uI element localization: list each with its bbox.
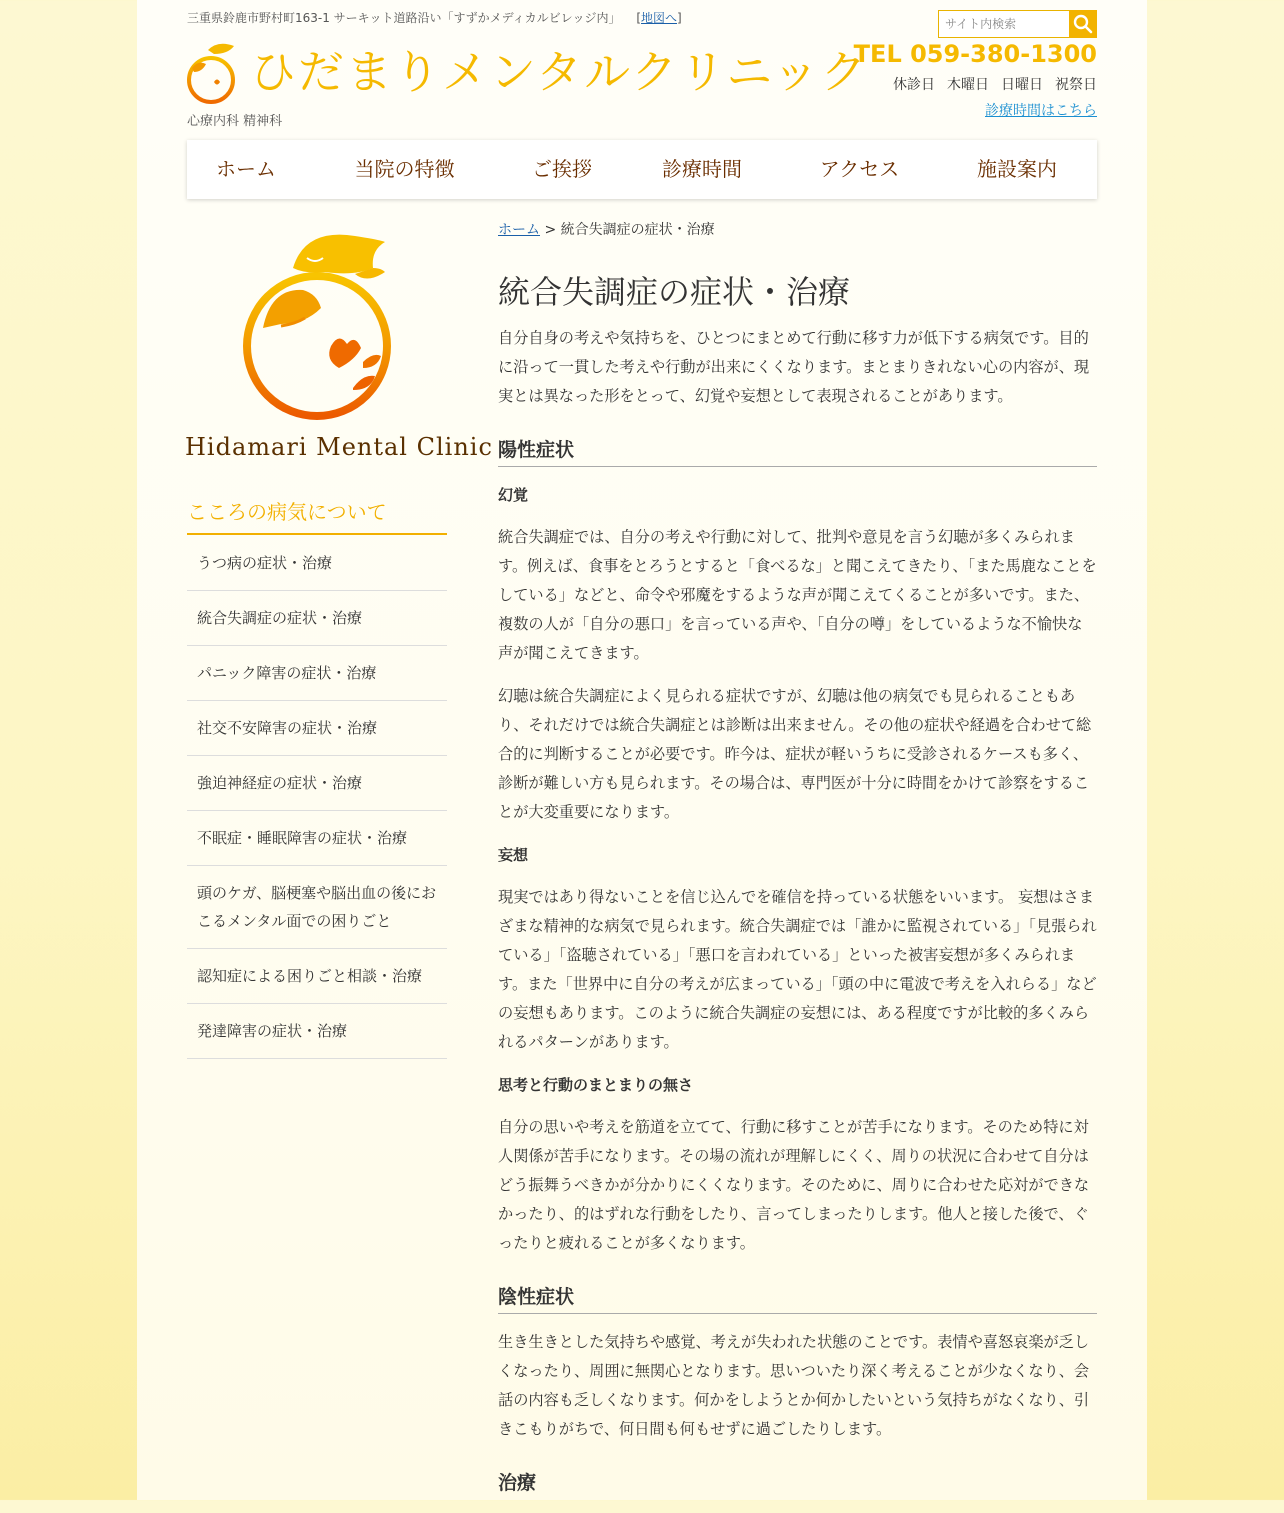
map-link[interactable]: 地図へ — [641, 11, 678, 25]
breadcrumb-separator: > — [540, 222, 561, 238]
search-button[interactable] — [1069, 10, 1097, 38]
nav-item-home[interactable]: ホーム — [216, 157, 276, 181]
search-input[interactable] — [938, 10, 1070, 38]
subheading-delusion: 妄想 — [498, 846, 529, 864]
disorganization-paragraph: 自分の思いや考えを筋道を立てて、行動に移すことが苦手になります。そのため特に対人関係が苦手になります。その場の流れが理解しにくく、周りの状況に合わせて自分はどう振舞うべきかが分かりにくくなります。そのために、周りに合わせた応対ができなかったり、的はずれな行動をしたり、言ってしまったりします。他人と接した後で、ぐったりと疲れることが多くなります。 — [498, 1118, 1090, 1252]
hallucination-paragraph-1: 統合失調症では、自分の考えや行動に対して、批判や意見を言う幻聴が多くみられます。例えば、食事をとろうとすると「食べるな」と聞こえてきたり、「また馬鹿なことをしている」などと、命令や邪魔をするような声が聞こえてくることが多いです。また、複数の人が「自分の悪口」を言っている声や、「自分の噂」をしているような不愉快な声が聞こえてきます。 — [498, 528, 1097, 662]
site-title[interactable]: ひだまりメンタルクリニック — [250, 45, 869, 99]
subheading-disorganization: 思考と行動のまとまりの無さ — [498, 1076, 694, 1094]
sidebar-logo-text: Hidamari Mental Clinic — [185, 433, 493, 461]
nav-item-access[interactable]: アクセス — [819, 157, 900, 181]
breadcrumb — [498, 219, 715, 239]
sidebar-item-depression[interactable]: うつ病の症状・治療 — [187, 536, 447, 591]
sidebar-item-social-anxiety[interactable]: 社交不安障害の症状・治療 — [187, 701, 447, 756]
site-subtitle: 心療内科 精神科 — [187, 114, 283, 129]
nav-item-greeting[interactable]: ご挨拶 — [532, 157, 592, 181]
nav-item-features[interactable]: 当院の特徴 — [354, 157, 455, 181]
phone-number: TEL 059-380-1300 — [853, 40, 1097, 68]
breadcrumb-home-link[interactable]: ホーム — [498, 222, 540, 238]
clinic-logo-icon[interactable] — [184, 40, 240, 106]
subheading-hallucination: 幻覚 — [498, 486, 529, 504]
section-heading-positive: 陽性症状 — [498, 437, 1097, 467]
clinic-emblem-icon — [185, 228, 449, 428]
sidebar-menu — [187, 536, 447, 1059]
sidebar-item-brain-injury[interactable]: 頭のケガ、脳梗塞や脳出血の後におこるメンタル面での困りごと — [187, 866, 447, 949]
sidebar-item-developmental[interactable]: 発達障害の症状・治療 — [187, 1004, 447, 1059]
negative-paragraph: 生き生きとした気持ちや感覚、考えが失われた状態のことです。表情や喜怒哀楽が乏しくなったり、周囲に無関心となります。思いついたり深く考えることが少なくなり、会話の内容も乏しくなります。何かをしようとか何かしたいという気持ちがなくなり、引きこもりがちで、何日間も何もせずに過ごしたりします。 — [498, 1333, 1090, 1438]
hours-link[interactable]: 診療時間はこちら — [985, 103, 1097, 119]
closed-day: 木曜日 — [947, 77, 989, 93]
main-content — [498, 268, 1097, 1513]
closed-day: 祝祭日 — [1055, 77, 1097, 93]
hallucination-paragraph-2: 幻聴は統合失調症によく見られる症状ですが、幻聴は他の病気でも見られることもあり、それだけでは統合失調症とは診断は出来ません。その他の症状や経過を合わせて総合的に判断することが必要です。昨今は、症状が軽いうちに受診されるケースも多く、診断が難しい方も見られます。その場合は、専門医が十分に時間をかけて診察をすることが大変重要になります。 — [498, 687, 1092, 821]
page-title: 統合失調症の症状・治療 — [498, 273, 851, 311]
sidebar-item-dementia[interactable]: 認知症による困りごと相談・治療 — [187, 949, 447, 1004]
sidebar-heading: こころの病気について — [187, 496, 447, 535]
section-heading-treatment: 治療 — [498, 1472, 537, 1494]
sidebar-item-panic[interactable]: パニック障害の症状・治療 — [187, 646, 447, 701]
closed-day: 日曜日 — [1001, 77, 1043, 93]
closed-days-label: 休診日 — [893, 77, 935, 93]
search-icon — [1069, 10, 1097, 38]
sidebar-item-schizophrenia[interactable]: 統合失調症の症状・治療 — [187, 591, 447, 646]
delusion-paragraph: 現実ではあり得ないことを信じ込んでを確信を持っている状態をいいます。 妄想はさまざまな精神的な病気で見られます。統合失調症では「誰かに監視されている」「見張られている」「盗聴されている」「悪口を言われている」といった被害妄想が多くみられます。また「世界中に自分の考えが広まっている」「頭の中に電波で考えを入れらる」などの妄想もあります。このように統合失調症の妄想には、ある程度ですが比較的多くみられるパターンがあります。 — [498, 888, 1097, 1051]
page-container — [137, 0, 1147, 1500]
sidebar-logo — [185, 228, 493, 468]
clinic-address: 三重県鈴鹿市野村町163-1 サーキット道路沿い「すずかメディカルビレッジ内」 [地図へ] — [187, 11, 682, 25]
address-text: 三重県鈴鹿市野村町163-1 サーキット道路沿い「すずかメディカルビレッジ内」 — [187, 11, 621, 25]
site-search — [938, 10, 1097, 38]
sidebar-item-insomnia[interactable]: 不眠症・睡眠障害の症状・治療 — [187, 811, 447, 866]
nav-item-hours[interactable]: 診療時間 — [662, 157, 742, 181]
nav-item-facility[interactable]: 施設案内 — [977, 157, 1057, 181]
intro-paragraph: 自分自身の考えや気持ちを、ひとつにまとめて行動に移す力が低下する病気です。目的に沿って一貫した考えや行動が出来にくくなります。まとまりきれない心の内容が、現実とは異なった形をとって、幻覚や妄想として表現されることがあります。 — [498, 329, 1090, 405]
sidebar-item-ocd[interactable]: 強迫神経症の症状・治療 — [187, 756, 447, 811]
main-nav — [187, 140, 1097, 199]
section-heading-negative: 陰性症状 — [498, 1284, 1097, 1314]
breadcrumb-current: 統合失調症の症状・治療 — [560, 222, 715, 238]
closed-days — [893, 74, 1097, 94]
